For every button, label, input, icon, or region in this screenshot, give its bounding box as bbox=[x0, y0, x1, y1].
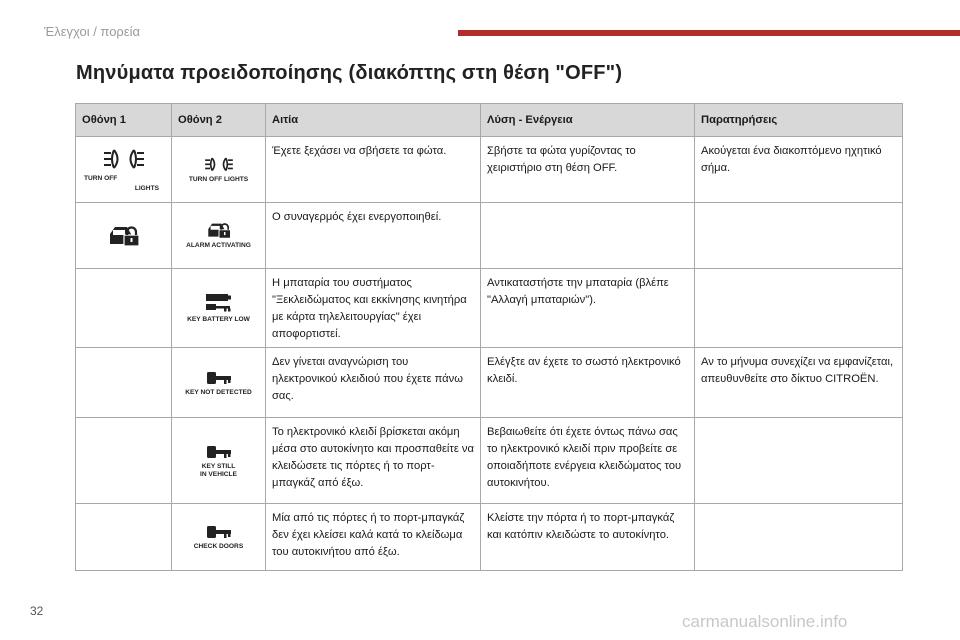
notes-cell: Ακούγεται ένα διακοπτόμενο ηχητικό σήμα. bbox=[695, 137, 903, 203]
cause-cell: Το ηλεκτρονικό κλειδί βρίσκεται ακόμη μέσα στο αυτοκίνητο και προσπαθείτε να κλειδώσετε τις πόρτες ή το πορτ-μπαγκάζ από έξω. bbox=[266, 418, 481, 504]
action-cell: Σβήστε τα φώτα γυρίζοντας το χειριστήριο στη θέση OFF. bbox=[481, 137, 695, 203]
screen2-cell bbox=[172, 137, 266, 203]
screen2-caption: TURN OFF LIGHTS bbox=[188, 175, 249, 183]
cause-cell: Ο συναγερμός έχει ενεργοποιηθεί. bbox=[266, 203, 481, 269]
notes-cell bbox=[695, 418, 903, 504]
column-header-notes: Παρατηρήσεις bbox=[695, 104, 903, 137]
screen2-cell bbox=[172, 504, 266, 571]
headlights-icon bbox=[101, 147, 147, 173]
column-header-screen2: Οθόνη 2 bbox=[172, 104, 266, 137]
screen2-caption: KEY NOT DETECTED bbox=[185, 388, 252, 396]
notes-cell bbox=[695, 269, 903, 348]
screen1-cell bbox=[76, 418, 172, 504]
screen1-cell bbox=[76, 203, 172, 269]
cause-cell: Έχετε ξεχάσει να σβήσετε τα φώτα. bbox=[266, 137, 481, 203]
screen2-cell bbox=[172, 418, 266, 504]
column-header-cause: Αιτία bbox=[266, 104, 481, 137]
action-cell: Βεβαιωθείτε ότι έχετε όντως πάνω σας το ηλεκτρονικό κλειδί πριν προβείτε σε οποιαδήποτε ενέργεια κλειδώματος του αυτοκινήτου. bbox=[481, 418, 695, 504]
screen2-cell bbox=[172, 203, 266, 269]
notes-cell: Αν το μήνυμα συνεχίζει να εμφανίζεται, απευθυνθείτε στο δίκτυο CITROËN. bbox=[695, 348, 903, 418]
table-row bbox=[76, 269, 903, 348]
car-lock-icon bbox=[107, 224, 141, 248]
cause-cell: Δεν γίνεται αναγνώριση του ηλεκτρονικού κλειδιού που έχετε πάνω σας. bbox=[266, 348, 481, 418]
screen1-cell bbox=[76, 504, 172, 571]
action-cell bbox=[481, 203, 695, 269]
notes-cell bbox=[695, 504, 903, 571]
table-row bbox=[76, 504, 903, 571]
screen1-cell bbox=[76, 348, 172, 418]
warning-messages-table bbox=[75, 103, 903, 571]
notes-cell bbox=[695, 203, 903, 269]
table-row bbox=[76, 348, 903, 418]
car-lock-icon bbox=[206, 221, 232, 240]
action-cell: Αντικαταστήστε την μπαταρία (βλέπε "Αλλαγή μπαταριών"). bbox=[481, 269, 695, 348]
watermark: carmanualsonline.info bbox=[682, 612, 848, 631]
key-icon bbox=[205, 523, 233, 541]
screen2-caption-line2: IN VEHICLE bbox=[199, 470, 237, 478]
action-cell: Κλείστε την πόρτα ή το πορτ-μπαγκάζ και κατόπιν κλειδώστε το αυτοκίνητο. bbox=[481, 504, 695, 571]
column-header-screen1: Οθόνη 1 bbox=[76, 104, 172, 137]
screen2-cell bbox=[172, 269, 266, 348]
column-header-action: Λύση - Ενέργεια bbox=[481, 104, 695, 137]
table-row bbox=[76, 203, 903, 269]
action-cell: Ελέγξτε αν έχετε το σωστό ηλεκτρονικό κλειδί. bbox=[481, 348, 695, 418]
screen2-caption: CHECK DOORS bbox=[193, 543, 244, 551]
cause-cell: Η μπαταρία του συστήματος "Ξεκλειδώματος και εκκίνησης κινητήρα με κάρτα τηλελειτουργίας" έχει αποφορτιστεί. bbox=[266, 269, 481, 348]
headlights-icon bbox=[203, 156, 235, 174]
screen2-cell bbox=[172, 348, 266, 418]
screen1-caption: TURN OFF bbox=[84, 175, 118, 182]
page-title: Μηνύματα προειδοποίησης (διακόπτης στη θέση "OFF") bbox=[76, 62, 623, 84]
key-icon bbox=[205, 443, 233, 461]
table-row bbox=[76, 418, 903, 504]
screen2-caption: ALARM ACTIVATING bbox=[186, 242, 251, 250]
screen1-caption-line2: LIGHTS bbox=[134, 184, 159, 192]
table-header-row bbox=[76, 104, 903, 137]
screen1-cell bbox=[76, 269, 172, 348]
header-accent-bar bbox=[458, 30, 960, 36]
section-title: Έλεγχοι / πορεία bbox=[44, 24, 141, 39]
screen2-caption: KEY BATTERY LOW bbox=[187, 316, 250, 324]
key-icon bbox=[205, 369, 233, 387]
key-battery-icon bbox=[204, 292, 234, 314]
page-number: 32 bbox=[30, 604, 44, 618]
cause-cell: Μία από τις πόρτες ή το πορτ-μπαγκάζ δεν έχει κλείσει καλά κατά το κλείδωμα του αυτοκινήτου από έξω. bbox=[266, 504, 481, 571]
screen1-cell bbox=[76, 137, 172, 203]
screen2-caption: KEY STILL bbox=[201, 463, 236, 470]
table-row bbox=[76, 137, 903, 203]
